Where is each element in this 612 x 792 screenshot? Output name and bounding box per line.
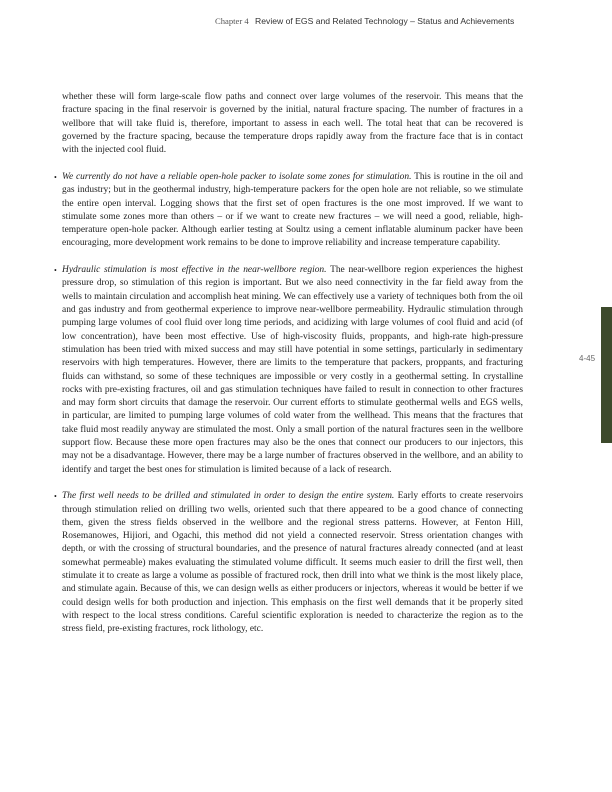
- bullet-icon: •: [54, 492, 57, 502]
- body-text: [54, 91, 524, 650]
- bullet-body: Early efforts to create reservoirs through stimulation relied on drilling two wells, oriented such that there appeared to be a good chance of connecting them, given the stress fields observed in the wellbore and the regional stress patterns. However, at Fenton Hill, Rosemanowes, Hijiori, and Ogachi, this method did not yield a connected reservoir. Stress orientation changes with depth, or with the crossing of structural boundaries, and the presence of natural fractures already connected (and at least somewhat permeable) makes evaluating the stimulated volume difficult. It seems much easier to drill the first well, then stimulate it to create as large a volume as possible of fractured rock, then drill into what we think is the most likely place, and stimulate again. Because of this, we can design wells as either producers or injectors, whereas it would be better if we could design wells for both production and injection. This emphasis on the first well demands that it be properly sited with respect to the local stress conditions. Careful scientific exploration is needed to characterize the region as to the stress field, pre-existing fractures, rock lithology, etc.: [62, 491, 523, 635]
- bullet-icon: •: [54, 172, 57, 182]
- chapter-label: Chapter 4: [215, 16, 249, 26]
- chapter-side-tab: [601, 307, 612, 443]
- intro-paragraph: whether these will form large-scale flow paths and connect over large volumes of the reservoir. This means that the fracture spacing in the final reservoir is governed by the initial, natural fracture spacing. The number of fractures in a wellbore that will take fluid is, therefore, important to assess in each well. The total heat that can be recovered is governed by the fracture spacing, because the temperature drops rapidly away from the fracture face that is in contact with the injected cool fluid.: [62, 92, 523, 156]
- bullet-lead: We currently do not have a reliable open-hole packer to isolate some zones for stimulation.: [62, 171, 412, 182]
- bullet-paragraph: [62, 264, 523, 477]
- bullet-item-first-well: [54, 490, 523, 636]
- page-number: 4-45: [579, 354, 596, 363]
- bullet-lead: The first well needs to be drilled and stimulated in order to design the entire system.: [62, 491, 395, 502]
- bullet-lead: Hydraulic stimulation is most effective in the near-wellbore region.: [62, 265, 327, 276]
- chapter-title: Review of EGS and Related Technology – Status and Achievements: [255, 16, 515, 26]
- bullet-item-near-wellbore: [54, 264, 523, 477]
- bullet-item-packer: [54, 171, 524, 251]
- running-header: [215, 16, 514, 26]
- bullet-paragraph: [62, 171, 523, 251]
- bullet-paragraph: [62, 490, 523, 636]
- bullet-icon: •: [54, 266, 57, 276]
- bullet-body: The near-wellbore region experiences the highest pressure drop, so stimulation of this region is important. But we also need connectivity in the far field away from the wells to maintain circulation and accomplish heat mining. We can effectively use a variety of techniques both from the oil and gas industry and from geothermal experience to improve near-wellbore permeability. Hydraulic stimulation through pumping large volumes of cool fluid over long time periods, and acidizing with large volumes of cool fluid and acid (of low concentration), have been most effective. Use of high-viscosity fluids, proppants, and high-rate high-pressure stimulation has been tried with mixed success and may still have potential in some settings, particularly in sedimentary reservoirs with high temperatures. However, there are limits to the temperature that packers, proppants, and fracturing fluids can withstand, so some of these techniques are impossible or very costly in a geothermal setting. In crystalline rocks with pre-existing fractures, oil and gas stimulation techniques have failed to result in connection to other fractures and may form short circuits that damage the reservoir. Our current efforts to stimulate geothermal wells and EGS wells, in particular, are limited to pumping large volumes of cold water from the wellhead. This means that the fractures that take fluid most readily anyway are stimulated the most. Only a small portion of the natural fractures seen in the wellbore support flow. Because these more open fractures may also be the ones that connect our producers to our injectors, this may not be a disadvantage. However, there may be a large number of fractures observed in the wellbore, and an ability to identify and target the best ones for stimulation is limited because of a lack of research.: [62, 265, 523, 475]
- bullet-body: This is routine in the oil and gas industry; but in the geothermal industry, high-temperature packers for the open hole are not reliable, so we stimulate the entire open interval. Logging shows that the first set of open fractures is the one most improved. If we want to stimulate some zones more than others – or if we want to create new fractures – we will need a good, reliable, high-temperature open-hole packer. Although earlier testing at Soultz using a cement inflatable aluminum packer have been encouraging, more development work remains to be done to improve reliability and increase temperature capability.: [62, 171, 524, 249]
